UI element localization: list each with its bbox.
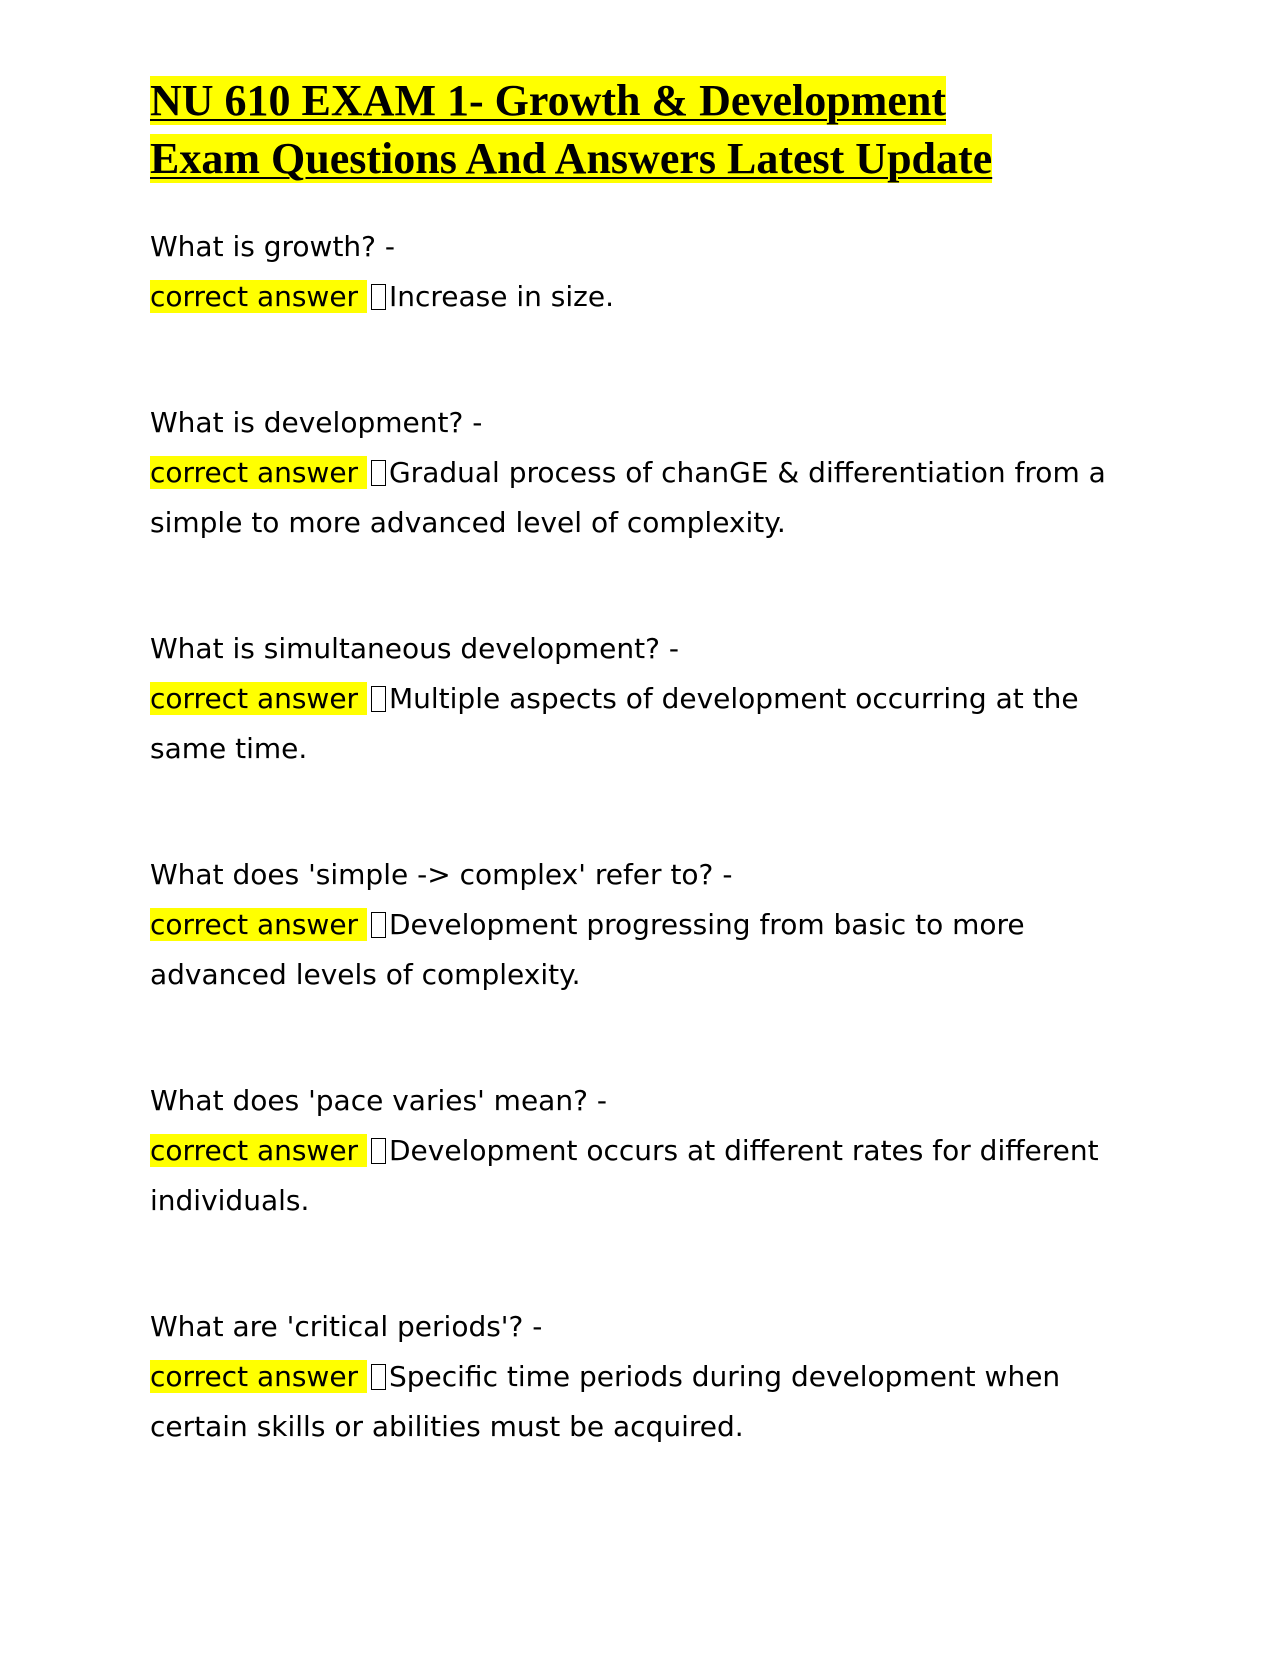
answer-line — [150, 900, 1140, 1000]
missing-glyph-box-icon — [371, 1138, 386, 1164]
qa-item — [150, 1076, 1140, 1226]
question-text: What does 'pace varies' mean? - — [150, 1084, 607, 1117]
missing-glyph-box-icon — [371, 686, 386, 712]
qa-item — [150, 222, 1140, 322]
qa-list — [150, 222, 1140, 1452]
answer-line — [150, 1126, 1140, 1226]
qa-item — [150, 398, 1140, 548]
missing-glyph-box-icon — [371, 1364, 386, 1390]
document-title — [150, 72, 1140, 188]
correct-answer-label: correct answer — [150, 1134, 367, 1167]
document-content — [150, 72, 1140, 1528]
qa-item — [150, 850, 1140, 1000]
question-text: What are 'critical periods'? - — [150, 1310, 543, 1343]
answer-text: Gradual process of chanGE & differentiation from a simple to more advanced level of complexity. — [150, 456, 1106, 539]
answer-text: Development occurs at different rates for different individuals. — [150, 1134, 1099, 1217]
missing-glyph-box-icon — [371, 912, 386, 938]
correct-answer-label: correct answer — [150, 1360, 367, 1393]
correct-answer-label: correct answer — [150, 456, 367, 489]
correct-answer-label: correct answer — [150, 280, 367, 313]
answer-text: Specific time periods during development when certain skills or abilities must be acquired. — [150, 1360, 1061, 1443]
qa-item — [150, 624, 1140, 774]
title-line-1: NU 610 EXAM 1- Growth & Development — [150, 76, 946, 125]
answer-text: Increase in size. — [388, 280, 614, 313]
answer-line — [150, 1352, 1140, 1452]
question-text: What is growth? - — [150, 230, 396, 263]
correct-answer-label: correct answer — [150, 908, 367, 941]
answer-line — [150, 674, 1140, 774]
question-text: What is development? - — [150, 406, 483, 439]
answer-text: Multiple aspects of development occurring at the same time. — [150, 682, 1079, 765]
answer-text: Development progressing from basic to more advanced levels of complexity. — [150, 908, 1025, 991]
title-line-2: Exam Questions And Answers Latest Update — [150, 134, 993, 183]
missing-glyph-box-icon — [371, 284, 386, 310]
question-text: What is simultaneous development? - — [150, 632, 679, 665]
missing-glyph-box-icon — [371, 460, 386, 486]
qa-item — [150, 1302, 1140, 1452]
answer-line — [150, 272, 1140, 322]
correct-answer-label: correct answer — [150, 682, 367, 715]
answer-line — [150, 448, 1140, 548]
question-text: What does 'simple -> complex' refer to? - — [150, 858, 733, 891]
